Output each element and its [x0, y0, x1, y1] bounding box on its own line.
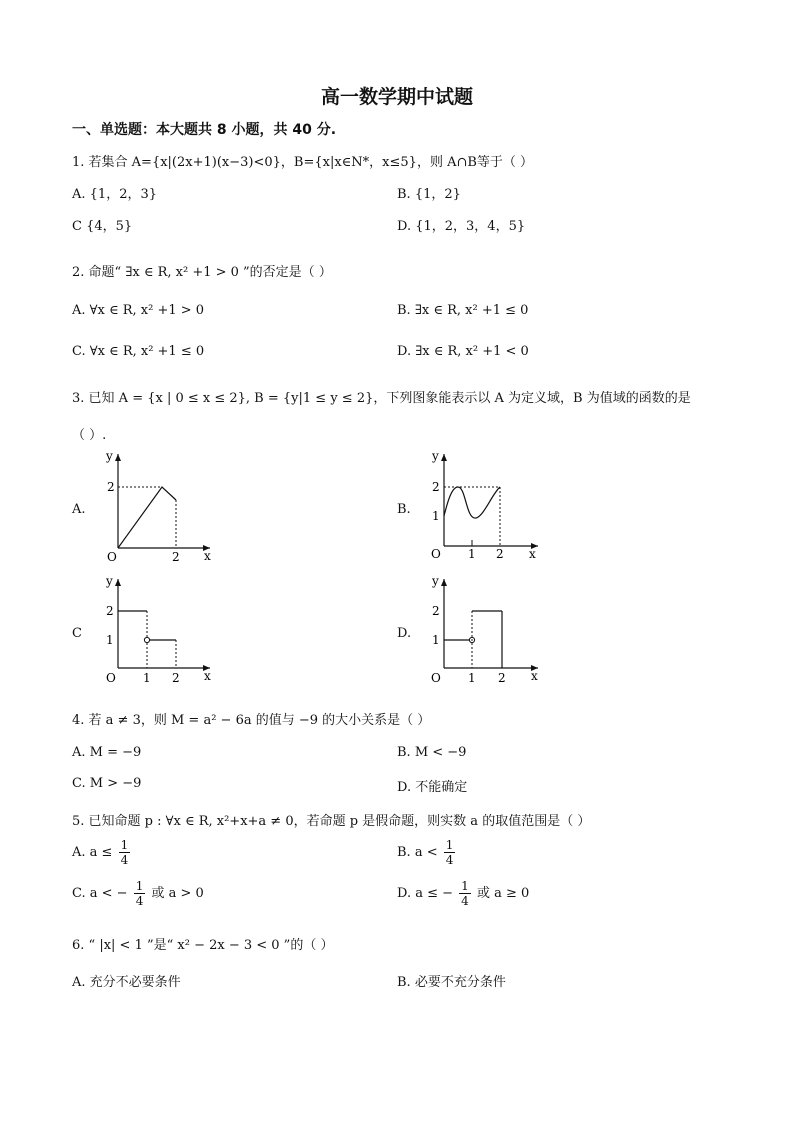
question-6-stem: 6. “ |x| < 1 ”是“ x² − 2x − 3 < 0 ”的（ ） — [72, 938, 334, 953]
graph-b-origin: O — [431, 547, 441, 561]
question-5-option-d-text: D. a ≤ − — [397, 886, 454, 901]
graph-c-x1: 1 — [143, 671, 151, 685]
question-6-option-a: A. 充分不必要条件 — [72, 975, 181, 990]
question-3-stem: 3. 已知 A = {x | 0 ≤ x ≤ 2}, B = {y|1 ≤ y ≤ 2}，下列图象能表示以 A 为定义域，B 为值域的函数的是 — [72, 391, 691, 406]
question-2-option-d: D. ∃x ∈ R, x² +1 < 0 — [397, 344, 529, 359]
graph-d-x1: 1 — [468, 671, 476, 685]
question-5-stem: 5. 已知命题 p : ∀x ∈ R, x²+x+a ≠ 0，若命题 p 是假命题，则实数 a 的取值范围是（ ） — [72, 814, 591, 829]
graph-c-y1: 1 — [106, 633, 114, 647]
question-4-option-b: B. M < −9 — [397, 745, 467, 760]
question-2-option-b: B. ∃x ∈ R, x² +1 ≤ 0 — [397, 303, 529, 318]
question-1-stem: 1. 若集合 A={x|(2x+1)(x−3)<0}，B={x|x∈N*，x≤5}，则 A∩B等于（ ） — [72, 155, 534, 170]
section-heading: 一、单选题：本大题共 8 小题，共 40 分. — [72, 122, 337, 138]
graph-c-y2: 2 — [106, 604, 114, 618]
question-4-option-d: D. 不能确定 — [397, 780, 468, 795]
question-2-option-a: A. ∀x ∈ R, x² +1 > 0 — [72, 303, 205, 318]
question-4-option-c: C. M > −9 — [72, 776, 142, 791]
question-3-option-d: D. — [397, 626, 412, 641]
question-5-option-b-text: B. a < — [397, 845, 438, 860]
question-1-option-d: D. {1，2，3，4，5} — [397, 219, 526, 234]
question-5-option-d-suffix: 或 a ≥ 0 — [476, 886, 530, 901]
graph-a-x2: 2 — [172, 550, 180, 563]
graph-c — [90, 573, 220, 688]
question-2-option-c: C. ∀x ∈ R, x² +1 ≤ 0 — [72, 344, 205, 359]
graph-d — [418, 573, 548, 688]
graph-b-y1: 1 — [432, 509, 440, 523]
fraction-one-quarter: $\frac{1}{4}$ — [445, 838, 454, 867]
graph-b-y-label: y — [432, 449, 439, 463]
graph-b — [418, 448, 548, 563]
graph-d-y2: 2 — [432, 604, 440, 618]
question-3-option-a: A. — [72, 502, 86, 517]
graph-d-x-label: x — [531, 669, 538, 683]
question-6-option-b: B. 必要不充分条件 — [397, 975, 506, 990]
fraction-one-quarter: $\frac{1}{4}$ — [120, 838, 129, 867]
graph-a-y-label: y — [106, 449, 113, 463]
graph-c-x2: 2 — [172, 671, 180, 685]
page-title: 高一数学期中试题 — [320, 86, 473, 108]
graph-c-y-label: y — [106, 574, 113, 588]
fraction-one-quarter: $\frac{1}{4}$ — [461, 879, 469, 908]
question-3-stem-cont: （ ）. — [72, 428, 107, 443]
question-5-option-c-text: C. a < − — [72, 886, 128, 901]
fraction-one-quarter: $\frac{1}{4}$ — [135, 879, 144, 908]
graph-b-y2: 2 — [432, 480, 440, 494]
graph-c-origin: O — [106, 671, 116, 685]
question-5-option-b — [397, 838, 457, 867]
graph-d-y1: 1 — [432, 633, 440, 647]
question-5-option-a — [72, 838, 132, 867]
graph-d-y-label: y — [432, 574, 439, 588]
question-5-option-c-suffix: 或 a > 0 — [151, 886, 204, 901]
question-1-option-a: A. {1，2，3} — [72, 187, 158, 202]
question-1-option-b: B. {1，2} — [397, 187, 461, 202]
question-5-option-c — [72, 879, 204, 908]
question-1-option-c: C {4，5} — [72, 219, 133, 234]
graph-a-origin: O — [107, 550, 117, 563]
graph-b-x2: 2 — [496, 547, 504, 561]
graph-d-origin: O — [431, 671, 441, 685]
question-5-option-a-text: A. a ≤ — [72, 845, 113, 860]
graph-b-x-label: x — [529, 547, 536, 561]
graph-b-x1: 1 — [468, 547, 476, 561]
graph-a-x-label: x — [204, 549, 211, 563]
question-3-option-b: B. — [397, 502, 411, 517]
graph-a — [90, 448, 220, 563]
question-2-stem: 2. 命题“ ∃x ∈ R, x² +1 > 0 ”的否定是（ ） — [72, 265, 332, 280]
graph-c-x-label: x — [204, 669, 211, 683]
question-4-stem: 4. 若 a ≠ 3，则 M = a² − 6a 的值与 −9 的大小关系是（ ） — [72, 713, 431, 728]
question-3-option-c: C — [72, 626, 82, 641]
question-4-option-a: A. M = −9 — [72, 745, 142, 760]
graph-d-x2: 2 — [498, 671, 506, 685]
graph-a-y2: 2 — [107, 480, 115, 494]
question-5-option-d — [397, 879, 529, 908]
